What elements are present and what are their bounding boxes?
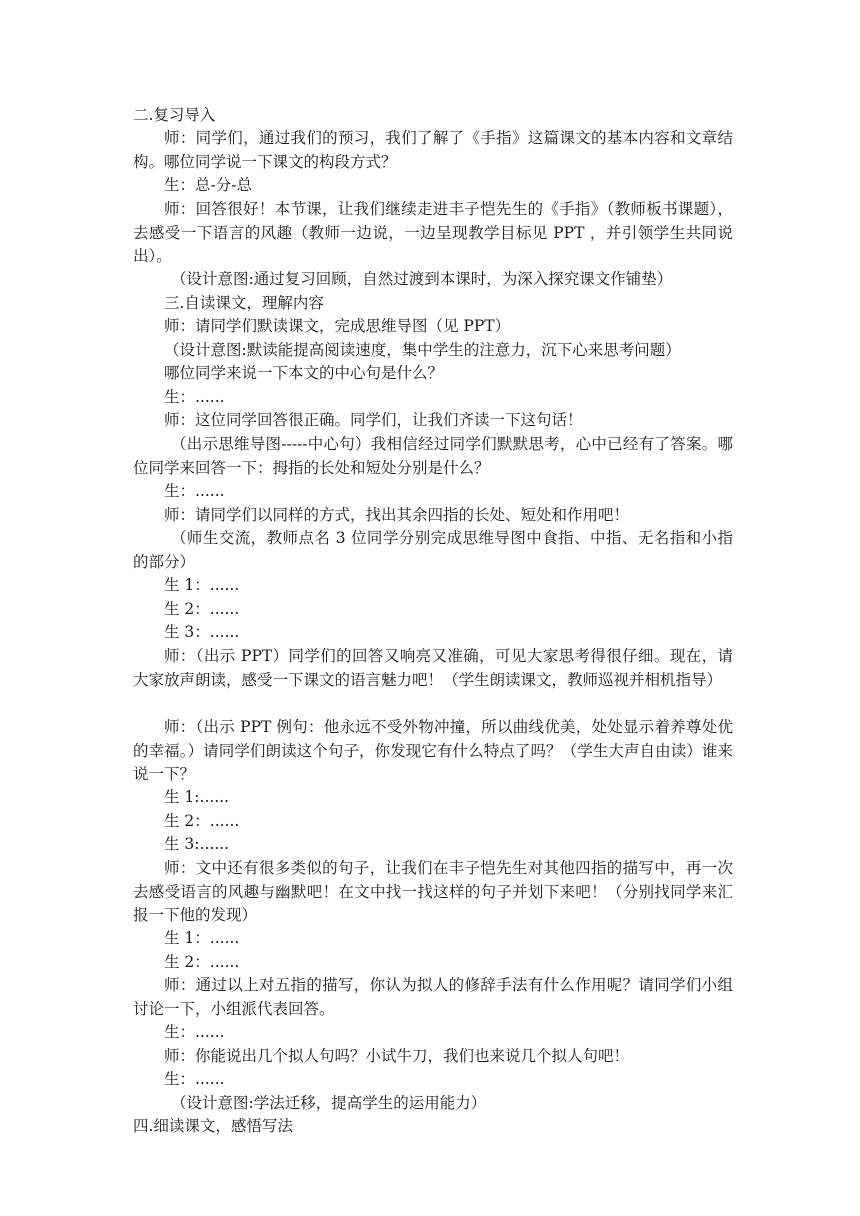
teacher-line-try-it: 师：你能说出几个拟人句吗？小试牛刀，我们也来说几个拟人句吧！ — [164, 1047, 630, 1065]
teacher-line-mindmap: 师：请同学们默读课文，完成思维导图（见 PPT） — [164, 317, 511, 335]
student-1-line: 生 1：...... — [164, 576, 240, 594]
mindmap-central-sentence: （出示思维导图-----中心句）我相信经过同学们默默思考，心中已经有了答案。哪位同学来回答一下：拇指的长处和短处分别是什么？ — [133, 435, 733, 477]
teacher-line-intro: 师：回答很好！本节课，让我们继续走进丰子恺先生的《手指》（教师板书课题），去感受一下语言的风趣（教师一边说，一边呈现教学目标见 PPT ，并引领学生共同说出）。 — [133, 200, 733, 266]
teacher-line-read-together: 师：这位同学回答很正确。同学们，让我们齐读一下这句话！ — [164, 411, 583, 429]
student-3-line: 生 3：...... — [164, 623, 240, 641]
student-line: 生：...... — [164, 1023, 225, 1041]
student-1-line: 生 1：...... — [164, 929, 240, 947]
design-intent-transfer: （设计意图:学法迁移，提高学生的运用能力） — [171, 1094, 487, 1112]
teacher-line-four-fingers: 师：请同学们以同样的方式，找出其余四指的长处、短处和作用吧！ — [164, 506, 630, 524]
student-line: 生：...... — [164, 1070, 225, 1088]
design-intent-silent-reading: （设计意图:默读能提高阅读速度，集中学生的注意力，沉下心来思考问题） — [164, 341, 681, 359]
section-heading-self-reading: 三.自读课文，理解内容 — [164, 294, 324, 312]
question-central-sentence: 哪位同学来说一下本文的中心句是什么？ — [164, 364, 444, 382]
student-line: 生：...... — [164, 482, 225, 500]
teacher-line-personification: 师：通过以上对五指的描写，你认为拟人的修辞手法有什么作用呢？请同学们小组讨论一下，小组派代表回答。 — [133, 976, 733, 1018]
student-line-structure: 生：总-分-总 — [164, 176, 252, 194]
design-intent-review: （设计意图:通过复习回顾，自然过渡到本课时，为深入探究课文作铺垫） — [171, 270, 673, 288]
teacher-line-example-sentence: 师：（出示 PPT 例句：他永远不受外物冲撞，所以曲线优美，处处显示着养尊处优的幸福。）请同学们朗读这个句子，你发现它有什么特点了吗？（学生大声自由读）谁来说一下？ — [133, 718, 733, 784]
student-1-line: 生 1:...... — [164, 788, 230, 806]
student-3-line: 生 3:...... — [164, 835, 230, 853]
exchange-note: （师生交流，教师点名 3 位同学分别完成思维导图中食指、中指、无名指和小指的部分） — [133, 529, 733, 571]
teacher-line-read-aloud: 师：（出示 PPT）同学们的回答又响亮又准确，可见大家思考得很仔细。现在，请大家放声朗读，感受一下课文的语言魅力吧！（学生朗读课文，教师巡视并相机指导） — [133, 647, 733, 689]
student-2-line: 生 2：...... — [164, 812, 240, 830]
teacher-line-preview: 师：同学们，通过我们的预习，我们了解了《手指》这篇课文的基本内容和文章结构。哪位同学说一下课文的构段方式？ — [133, 129, 733, 171]
student-line: 生：...... — [164, 388, 225, 406]
section-heading-close-reading: 四.细读课文，感悟写法 — [133, 1117, 293, 1135]
student-2-line: 生 2：...... — [164, 600, 240, 618]
teacher-line-similar-sentences: 师：文中还有很多类似的句子，让我们在丰子恺先生对其他四指的描写中，再一次去感受语言的风趣与幽默吧！在文中找一找这样的句子并划下来吧！（分别找同学来汇报一下他的发现） — [133, 859, 733, 925]
section-heading-review: 二.复习导入 — [133, 106, 216, 124]
student-2-line: 生 2：...... — [164, 953, 240, 971]
